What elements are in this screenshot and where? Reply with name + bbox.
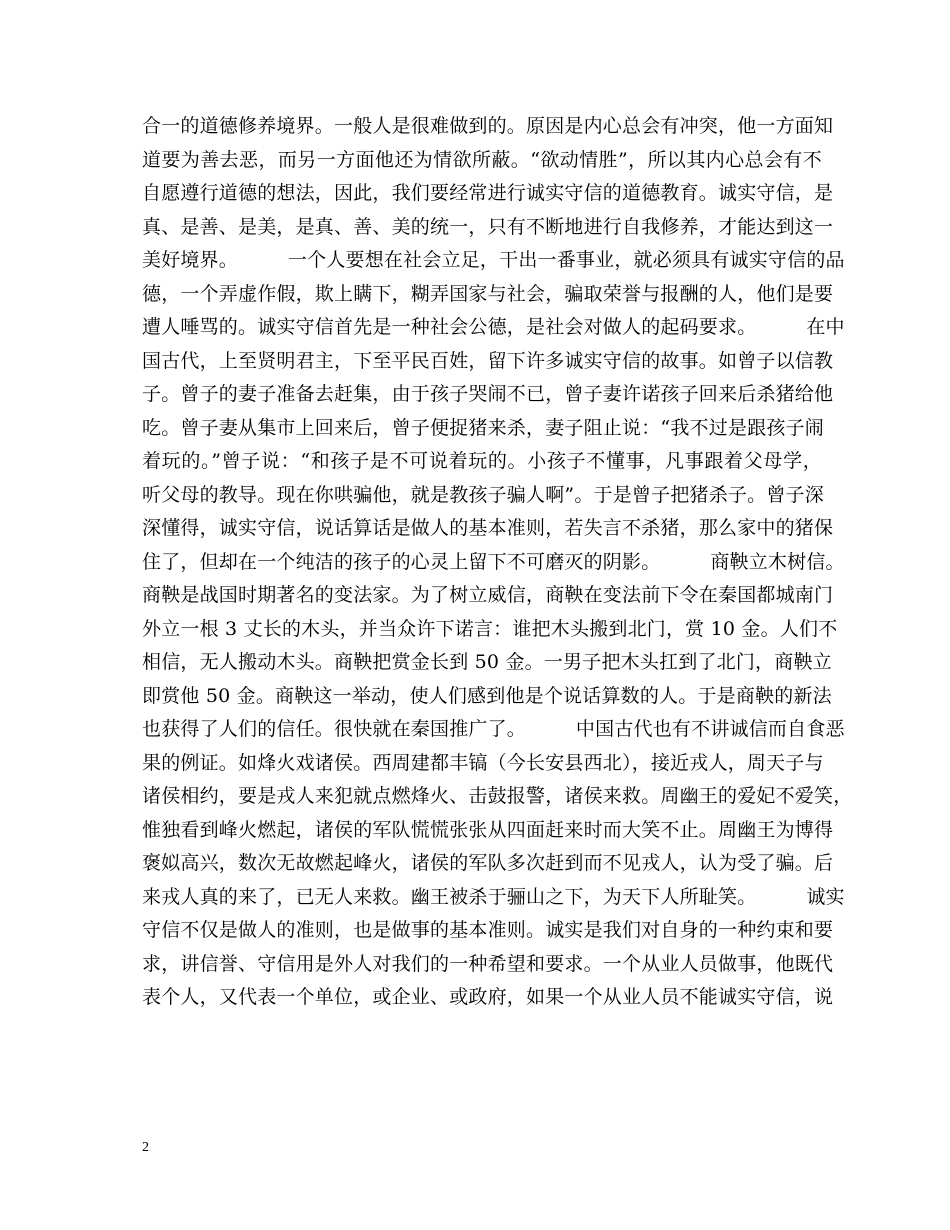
text-line: 自愿遵行道德的想法，因此，我们要经常进行诚实守信的道德教育。诚实守信，是 [142, 182, 834, 204]
text-line: 外立一根 3 丈长的木头，并当众许下诺言：谁把木头搬到北门，赏 10 金。人们不 [142, 617, 838, 640]
text-line: 德，一个弄虚作假，欺上瞒下，糊弄国家与社会，骗取荣誉与报酬的人，他们是要 [142, 282, 834, 305]
text-line: 子。曾子的妻子准备去赶集，由于孩子哭闹不已，曾子妻许诺孩子回来后杀猪给他 [142, 383, 834, 405]
text-line: 也获得了人们的信任。很快就在秦国推广了。 中国古代也有不讲诚信而自食恶 [142, 718, 845, 740]
text-line: 惟独看到峰火燃起，诸侯的军队慌慌张张从四面赶来时而大笑不止。周幽王为博得 [142, 818, 834, 841]
text-line: 道要为善去恶，而另一方面他还为情欲所蔽。“欲动情胜”，所以其内心总会有不 [142, 148, 822, 171]
text-line: 即赏他 50 金。商鞅这一举动，使人们感到他是个说话算数的人。于是商鞅的新法 [142, 684, 832, 707]
text-line: 美好境界。 一个人要想在社会立足，干出一番事业，就必须具有诚实守信的品 [142, 249, 845, 271]
text-line: 住了，但却在一个纯洁的孩子的心灵上留下不可磨灭的阴影。 商鞅立木树信。 [142, 550, 845, 573]
text-line: 商鞅是战国时期著名的变法家。为了树立威信，商鞅在变法前下令在秦国都城南门 [142, 584, 834, 606]
body-text [142, 110, 853, 1015]
text-line: 深懂得，诚实守信，说话算话是做人的基本准则，若失言不杀猪，那么家中的猪保 [142, 517, 834, 539]
text-line: 真、是善、是美，是真、善、美的统一，只有不断地进行自我修养，才能达到这一 [142, 215, 834, 238]
text-line: 守信不仅是做人的准则，也是做事的基本准则。诚实是我们对自身的一种约束和要 [142, 919, 834, 941]
text-line: 听父母的教导。现在你哄骗他，就是教孩子骗人啊”。于是曾子把猪杀子。曾子深 [142, 483, 824, 506]
text-line: 诸侯相约，要是戎人来犯就点燃烽火、击鼓报警，诸侯来救。周幽王的爱妃不爱笑， [142, 785, 853, 807]
text-line: 遭人唾骂的。诚实守信首先是一种社会公德，是社会对做人的起码要求。 在中 [142, 316, 845, 338]
text-line: 表个人，又代表一个单位，或企业、或政府，如果一个从业人员不能诚实守信，说 [142, 986, 834, 1008]
text-line: 合一的道德修养境界。一般人是很难做到的。原因是内心总会有冲突，他一方面知 [142, 115, 834, 137]
page-number: 2 [142, 1140, 149, 1155]
text-line: 相信，无人搬动木头。商鞅把赏金长到 50 金。一男子把木头扛到了北门，商鞅立 [142, 651, 832, 673]
text-line: 吃。曾子妻从集市上回来后，曾子便捉猪来杀，妻子阻止说：“我不过是跟孩子闹 [142, 416, 824, 439]
text-line: 着玩的。”曾子说：“和孩子是不可说着玩的。小孩子不懂事，凡事跟着父母学， [142, 450, 822, 472]
text-line: 来戎人真的来了，已无人来救。幽王被杀于骊山之下，为天下人所耻笑。 诚实 [142, 885, 845, 908]
text-line: 国古代，上至贤明君主，下至平民百姓，留下许多诚实守信的故事。如曾子以信教 [142, 349, 834, 372]
text-line: 果的例证。如烽火戏诸侯。西周建都丰镐（今长安县西北），接近戎人，周天子与 [142, 751, 824, 774]
text-line: 求，讲信誉、守信用是外人对我们的一种希望和要求。一个从业人员做事，他既代 [142, 952, 834, 975]
text-line: 褒姒高兴，数次无故燃起峰火，诸侯的军队多次赶到而不见戎人，认为受了骗。后 [142, 852, 834, 874]
